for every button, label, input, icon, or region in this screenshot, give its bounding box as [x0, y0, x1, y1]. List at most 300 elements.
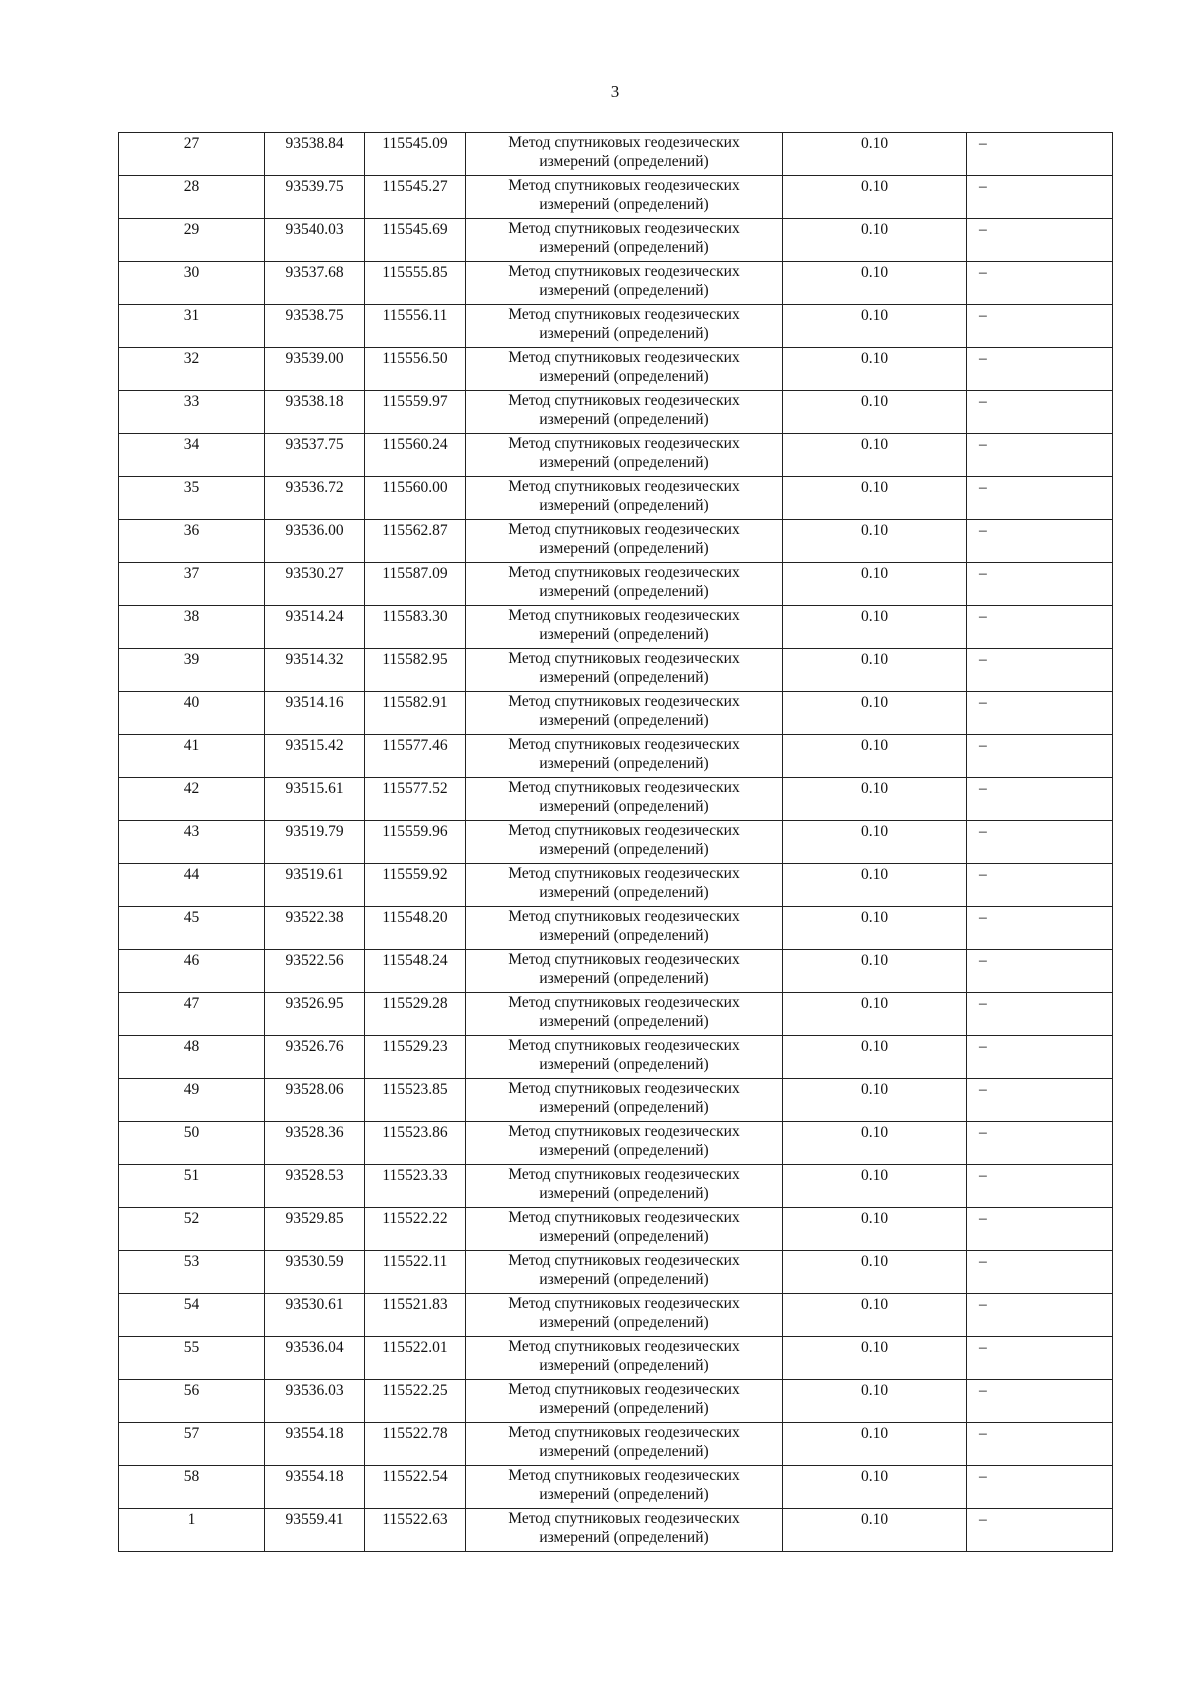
table-row — [119, 993, 1113, 1036]
accuracy: 0.10 — [860, 780, 889, 797]
x-coordinate-cell — [265, 1122, 365, 1165]
point-number: 50 — [183, 1124, 200, 1141]
description-cell — [967, 950, 1113, 993]
description: – — [979, 1382, 987, 1399]
point-number-cell — [119, 520, 265, 563]
table-row — [119, 1079, 1113, 1122]
y-coordinate-cell — [365, 262, 466, 305]
x-coordinate-cell — [265, 692, 365, 735]
description-cell — [967, 649, 1113, 692]
point-number: 40 — [183, 694, 200, 711]
y-coordinate-cell — [365, 864, 466, 907]
x-coordinate: 93530.59 — [285, 1253, 344, 1270]
method-cell — [466, 520, 783, 563]
description: – — [979, 221, 987, 238]
x-coordinate: 93554.18 — [285, 1468, 344, 1485]
x-coordinate-cell — [265, 133, 365, 176]
point-number: 32 — [183, 350, 200, 367]
point-number-cell — [119, 391, 265, 434]
y-coordinate: 115545.27 — [382, 178, 448, 195]
method-cell — [466, 1466, 783, 1509]
table-row — [119, 133, 1113, 176]
y-coordinate-cell — [365, 1208, 466, 1251]
description: – — [979, 264, 987, 281]
method-line-1: Метод спутниковых геодезических — [508, 1080, 740, 1097]
method-line-2: измерений (определений) — [539, 1314, 709, 1331]
x-coordinate-cell — [265, 1036, 365, 1079]
method-cell — [466, 692, 783, 735]
method-line-2: измерений (определений) — [539, 1357, 709, 1374]
table-row — [119, 606, 1113, 649]
x-coordinate-cell — [265, 1466, 365, 1509]
point-number: 29 — [183, 221, 200, 238]
method-line-1: Метод спутниковых геодезических — [508, 865, 740, 882]
x-coordinate: 93522.38 — [285, 909, 344, 926]
method-line-1: Метод спутниковых геодезических — [508, 220, 740, 237]
method-line-1: Метод спутниковых геодезических — [508, 435, 740, 452]
point-number-cell — [119, 907, 265, 950]
method-cell — [466, 348, 783, 391]
description-cell — [967, 821, 1113, 864]
method-line-2: измерений (определений) — [539, 1013, 709, 1030]
x-coordinate: 93536.72 — [285, 479, 344, 496]
description: – — [979, 1038, 987, 1055]
method-line-1: Метод спутниковых геодезических — [508, 1381, 740, 1398]
accuracy-cell — [783, 1337, 967, 1380]
method-line-2: измерений (определений) — [539, 970, 709, 987]
point-number: 34 — [183, 436, 200, 453]
y-coordinate: 115559.96 — [382, 823, 448, 840]
table-row — [119, 1165, 1113, 1208]
x-coordinate-cell — [265, 907, 365, 950]
method-line-1: Метод спутниковых геодезических — [508, 1123, 740, 1140]
y-coordinate-cell — [365, 434, 466, 477]
method-line-2: измерений (определений) — [539, 1400, 709, 1417]
description-cell — [967, 391, 1113, 434]
accuracy: 0.10 — [860, 952, 889, 969]
y-coordinate-cell — [365, 1423, 466, 1466]
point-number: 43 — [183, 823, 200, 840]
method-line-1: Метод спутниковых геодезических — [508, 263, 740, 280]
table-row — [119, 692, 1113, 735]
point-number-cell — [119, 348, 265, 391]
method-line-2: измерений (определений) — [539, 1271, 709, 1288]
x-coordinate-cell — [265, 735, 365, 778]
table-row — [119, 1337, 1113, 1380]
point-number: 54 — [183, 1296, 200, 1313]
y-coordinate-cell — [365, 735, 466, 778]
accuracy-cell — [783, 563, 967, 606]
method-line-2: измерений (определений) — [539, 1056, 709, 1073]
accuracy: 0.10 — [860, 264, 889, 281]
accuracy-cell — [783, 262, 967, 305]
method-line-1: Метод спутниковых геодезических — [508, 994, 740, 1011]
x-coordinate: 93539.00 — [285, 350, 344, 367]
description: – — [979, 1124, 987, 1141]
y-coordinate: 115523.85 — [382, 1081, 448, 1098]
table-row — [119, 1036, 1113, 1079]
description: – — [979, 1253, 987, 1270]
accuracy: 0.10 — [860, 1124, 889, 1141]
method-line-1: Метод спутниковых геодезических — [508, 779, 740, 796]
point-number: 42 — [183, 780, 200, 797]
accuracy: 0.10 — [860, 565, 889, 582]
method-cell — [466, 1079, 783, 1122]
description: – — [979, 1511, 987, 1528]
method-line-2: измерений (определений) — [539, 669, 709, 686]
x-coordinate: 93539.75 — [285, 178, 344, 195]
y-coordinate-cell — [365, 1079, 466, 1122]
description: – — [979, 823, 987, 840]
x-coordinate-cell — [265, 1165, 365, 1208]
method-line-2: измерений (определений) — [539, 153, 709, 170]
y-coordinate: 115560.00 — [382, 479, 448, 496]
accuracy-cell — [783, 1122, 967, 1165]
x-coordinate: 93536.00 — [285, 522, 344, 539]
table-row — [119, 950, 1113, 993]
accuracy-cell — [783, 1251, 967, 1294]
y-coordinate: 115560.24 — [382, 436, 448, 453]
method-line-2: измерений (определений) — [539, 798, 709, 815]
point-number-cell — [119, 1337, 265, 1380]
accuracy: 0.10 — [860, 221, 889, 238]
table-row — [119, 1122, 1113, 1165]
description-cell — [967, 735, 1113, 778]
x-coordinate: 93526.95 — [285, 995, 344, 1012]
method-line-1: Метод спутниковых геодезических — [508, 1209, 740, 1226]
description-cell — [967, 1337, 1113, 1380]
accuracy-cell — [783, 1509, 967, 1552]
method-cell — [466, 434, 783, 477]
x-coordinate: 93529.85 — [285, 1210, 344, 1227]
description: – — [979, 651, 987, 668]
method-line-2: измерений (определений) — [539, 1099, 709, 1116]
method-cell — [466, 1251, 783, 1294]
table-row — [119, 821, 1113, 864]
accuracy: 0.10 — [860, 909, 889, 926]
accuracy-cell — [783, 1294, 967, 1337]
x-coordinate: 93528.06 — [285, 1081, 344, 1098]
x-coordinate: 93530.61 — [285, 1296, 344, 1313]
x-coordinate-cell — [265, 649, 365, 692]
table-row — [119, 219, 1113, 262]
method-cell — [466, 133, 783, 176]
y-coordinate: 115523.33 — [382, 1167, 448, 1184]
accuracy: 0.10 — [860, 651, 889, 668]
method-cell — [466, 1294, 783, 1337]
method-line-2: измерений (определений) — [539, 712, 709, 729]
method-cell — [466, 477, 783, 520]
y-coordinate-cell — [365, 649, 466, 692]
point-number-cell — [119, 864, 265, 907]
x-coordinate: 93536.04 — [285, 1339, 344, 1356]
x-coordinate-cell — [265, 219, 365, 262]
x-coordinate-cell — [265, 434, 365, 477]
y-coordinate: 115523.86 — [382, 1124, 448, 1141]
description: – — [979, 1425, 987, 1442]
accuracy-cell — [783, 606, 967, 649]
accuracy-cell — [783, 735, 967, 778]
method-cell — [466, 563, 783, 606]
x-coordinate: 93526.76 — [285, 1038, 344, 1055]
x-coordinate: 93514.32 — [285, 651, 344, 668]
accuracy: 0.10 — [860, 350, 889, 367]
description-cell — [967, 1208, 1113, 1251]
x-coordinate: 93538.18 — [285, 393, 344, 410]
y-coordinate: 115529.28 — [382, 995, 448, 1012]
description: – — [979, 393, 987, 410]
method-cell — [466, 735, 783, 778]
x-coordinate-cell — [265, 1208, 365, 1251]
description-cell — [967, 133, 1113, 176]
method-line-1: Метод спутниковых геодезических — [508, 1467, 740, 1484]
y-coordinate-cell — [365, 563, 466, 606]
description: – — [979, 694, 987, 711]
description: – — [979, 1296, 987, 1313]
method-cell — [466, 1509, 783, 1552]
point-number: 52 — [183, 1210, 200, 1227]
description: – — [979, 307, 987, 324]
accuracy: 0.10 — [860, 1038, 889, 1055]
accuracy-cell — [783, 1466, 967, 1509]
method-line-2: измерений (определений) — [539, 540, 709, 557]
point-number-cell — [119, 1122, 265, 1165]
method-line-1: Метод спутниковых геодезических — [508, 134, 740, 151]
point-number: 51 — [183, 1167, 200, 1184]
x-coordinate: 93559.41 — [285, 1511, 344, 1528]
table-row — [119, 391, 1113, 434]
method-cell — [466, 391, 783, 434]
description-cell — [967, 348, 1113, 391]
accuracy-cell — [783, 1423, 967, 1466]
y-coordinate-cell — [365, 133, 466, 176]
method-line-1: Метод спутниковых геодезических — [508, 564, 740, 581]
point-number-cell — [119, 477, 265, 520]
description: – — [979, 608, 987, 625]
description-cell — [967, 864, 1113, 907]
method-cell — [466, 1036, 783, 1079]
point-number-cell — [119, 649, 265, 692]
point-number-cell — [119, 950, 265, 993]
point-number-cell — [119, 692, 265, 735]
method-line-2: измерений (определений) — [539, 196, 709, 213]
point-number: 37 — [183, 565, 200, 582]
y-coordinate: 115522.54 — [382, 1468, 448, 1485]
y-coordinate-cell — [365, 606, 466, 649]
accuracy: 0.10 — [860, 1425, 889, 1442]
method-line-1: Метод спутниковых геодезических — [508, 1166, 740, 1183]
point-number: 48 — [183, 1038, 200, 1055]
y-coordinate: 115529.23 — [382, 1038, 448, 1055]
accuracy-cell — [783, 219, 967, 262]
description-cell — [967, 1294, 1113, 1337]
description: – — [979, 909, 987, 926]
accuracy-cell — [783, 176, 967, 219]
table-row — [119, 305, 1113, 348]
table-row — [119, 1380, 1113, 1423]
point-number-cell — [119, 1079, 265, 1122]
point-number-cell — [119, 1466, 265, 1509]
y-coordinate-cell — [365, 950, 466, 993]
x-coordinate-cell — [265, 1337, 365, 1380]
table-row — [119, 477, 1113, 520]
x-coordinate-cell — [265, 176, 365, 219]
description-cell — [967, 305, 1113, 348]
y-coordinate-cell — [365, 348, 466, 391]
accuracy-cell — [783, 520, 967, 563]
point-number-cell — [119, 1294, 265, 1337]
description-cell — [967, 907, 1113, 950]
table-row — [119, 778, 1113, 821]
accuracy: 0.10 — [860, 135, 889, 152]
y-coordinate: 115556.50 — [382, 350, 448, 367]
accuracy-cell — [783, 778, 967, 821]
description: – — [979, 866, 987, 883]
accuracy-cell — [783, 305, 967, 348]
description-cell — [967, 563, 1113, 606]
y-coordinate: 115522.22 — [382, 1210, 448, 1227]
y-coordinate-cell — [365, 1122, 466, 1165]
point-number-cell — [119, 1509, 265, 1552]
method-line-2: измерений (определений) — [539, 411, 709, 428]
table-row — [119, 1466, 1113, 1509]
y-coordinate-cell — [365, 391, 466, 434]
y-coordinate-cell — [365, 1036, 466, 1079]
table-row — [119, 1423, 1113, 1466]
method-line-2: измерений (определений) — [539, 368, 709, 385]
table-row — [119, 262, 1113, 305]
y-coordinate-cell — [365, 1337, 466, 1380]
table-row — [119, 176, 1113, 219]
method-line-2: измерений (определений) — [539, 1529, 709, 1546]
point-number: 36 — [183, 522, 200, 539]
point-number-cell — [119, 778, 265, 821]
method-line-2: измерений (определений) — [539, 325, 709, 342]
description-cell — [967, 1036, 1113, 1079]
point-number-cell — [119, 176, 265, 219]
method-line-1: Метод спутниковых геодезических — [508, 392, 740, 409]
accuracy: 0.10 — [860, 522, 889, 539]
y-coordinate: 115545.09 — [382, 135, 448, 152]
method-line-1: Метод спутниковых геодезических — [508, 1424, 740, 1441]
x-coordinate-cell — [265, 1380, 365, 1423]
method-line-1: Метод спутниковых геодезических — [508, 693, 740, 710]
x-coordinate-cell — [265, 864, 365, 907]
x-coordinate: 93528.36 — [285, 1124, 344, 1141]
accuracy: 0.10 — [860, 866, 889, 883]
point-number: 46 — [183, 952, 200, 969]
accuracy-cell — [783, 477, 967, 520]
accuracy: 0.10 — [860, 1339, 889, 1356]
table-row — [119, 348, 1113, 391]
point-number: 45 — [183, 909, 200, 926]
y-coordinate: 115522.78 — [382, 1425, 448, 1442]
point-number: 27 — [183, 135, 200, 152]
accuracy-cell — [783, 1380, 967, 1423]
description-cell — [967, 520, 1113, 563]
point-number-cell — [119, 1036, 265, 1079]
x-coordinate: 93540.03 — [285, 221, 344, 238]
y-coordinate-cell — [365, 692, 466, 735]
accuracy: 0.10 — [860, 823, 889, 840]
description-cell — [967, 1165, 1113, 1208]
description: – — [979, 995, 987, 1012]
accuracy-cell — [783, 133, 967, 176]
point-number: 39 — [183, 651, 200, 668]
table-body — [119, 133, 1113, 1552]
x-coordinate: 93538.84 — [285, 135, 344, 152]
accuracy: 0.10 — [860, 1081, 889, 1098]
y-coordinate-cell — [365, 219, 466, 262]
description-cell — [967, 176, 1113, 219]
method-line-1: Метод спутниковых геодезических — [508, 1037, 740, 1054]
x-coordinate: 93530.27 — [285, 565, 344, 582]
point-number-cell — [119, 133, 265, 176]
y-coordinate-cell — [365, 477, 466, 520]
point-number-cell — [119, 735, 265, 778]
method-line-1: Метод спутниковых геодезических — [508, 908, 740, 925]
y-coordinate-cell — [365, 305, 466, 348]
accuracy-cell — [783, 864, 967, 907]
y-coordinate: 115582.91 — [382, 694, 448, 711]
x-coordinate: 93519.79 — [285, 823, 344, 840]
accuracy-cell — [783, 907, 967, 950]
point-number: 57 — [183, 1425, 200, 1442]
x-coordinate-cell — [265, 348, 365, 391]
x-coordinate: 93514.24 — [285, 608, 344, 625]
point-number: 1 — [187, 1511, 196, 1528]
method-line-2: измерений (определений) — [539, 1228, 709, 1245]
point-number: 58 — [183, 1468, 200, 1485]
x-coordinate-cell — [265, 520, 365, 563]
description: – — [979, 479, 987, 496]
description-cell — [967, 219, 1113, 262]
accuracy-cell — [783, 993, 967, 1036]
y-coordinate-cell — [365, 778, 466, 821]
y-coordinate-cell — [365, 520, 466, 563]
table-row — [119, 649, 1113, 692]
x-coordinate: 93538.75 — [285, 307, 344, 324]
accuracy: 0.10 — [860, 436, 889, 453]
description-cell — [967, 262, 1113, 305]
x-coordinate: 93537.75 — [285, 436, 344, 453]
y-coordinate: 115555.85 — [382, 264, 448, 281]
point-number: 31 — [183, 307, 200, 324]
method-cell — [466, 219, 783, 262]
description: – — [979, 350, 987, 367]
point-number: 55 — [183, 1339, 200, 1356]
y-coordinate-cell — [365, 1509, 466, 1552]
x-coordinate-cell — [265, 391, 365, 434]
x-coordinate-cell — [265, 821, 365, 864]
description-cell — [967, 1423, 1113, 1466]
y-coordinate: 115556.11 — [382, 307, 448, 324]
point-number-cell — [119, 1423, 265, 1466]
method-line-2: измерений (определений) — [539, 497, 709, 514]
accuracy-cell — [783, 1036, 967, 1079]
y-coordinate: 115522.01 — [382, 1339, 448, 1356]
y-coordinate: 115545.69 — [382, 221, 448, 238]
method-line-2: измерений (определений) — [539, 239, 709, 256]
method-line-1: Метод спутниковых геодезических — [508, 736, 740, 753]
method-cell — [466, 649, 783, 692]
y-coordinate-cell — [365, 1380, 466, 1423]
description: – — [979, 565, 987, 582]
point-number-cell — [119, 563, 265, 606]
method-line-2: измерений (определений) — [539, 1443, 709, 1460]
accuracy-cell — [783, 950, 967, 993]
table-row — [119, 434, 1113, 477]
